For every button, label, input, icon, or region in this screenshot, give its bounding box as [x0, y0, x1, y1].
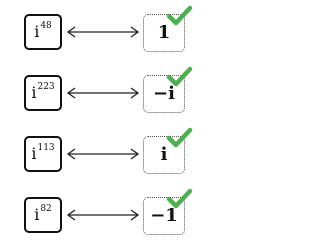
power-exponent: 113	[37, 142, 55, 153]
double-arrow-icon	[66, 147, 140, 161]
power-base: i	[31, 83, 37, 102]
match-row	[0, 197, 219, 237]
match-row	[0, 136, 219, 176]
match-row	[0, 75, 219, 115]
checkmark-icon	[166, 66, 193, 88]
match-row	[0, 14, 219, 54]
double-arrow-icon	[66, 86, 140, 100]
power-base: i	[34, 22, 40, 41]
power-exponent: 48	[40, 20, 52, 31]
answer-value: −i	[153, 83, 175, 104]
power-term-tile[interactable]	[24, 75, 62, 111]
power-base: i	[31, 144, 37, 163]
double-arrow-icon	[66, 25, 140, 39]
checkmark-icon	[166, 127, 193, 149]
power-term-tile[interactable]	[24, 136, 62, 172]
answer-value: i	[160, 144, 168, 165]
answer-value: −1	[150, 205, 178, 226]
power-exponent: 82	[40, 203, 52, 214]
checkmark-icon	[166, 188, 193, 210]
power-term-tile[interactable]	[24, 14, 62, 50]
answer-value: 1	[157, 22, 171, 43]
checkmark-icon	[166, 5, 193, 27]
power-base: i	[34, 205, 40, 224]
double-arrow-icon	[66, 208, 140, 222]
power-term-tile[interactable]	[24, 197, 62, 233]
power-exponent: 223	[37, 81, 55, 92]
